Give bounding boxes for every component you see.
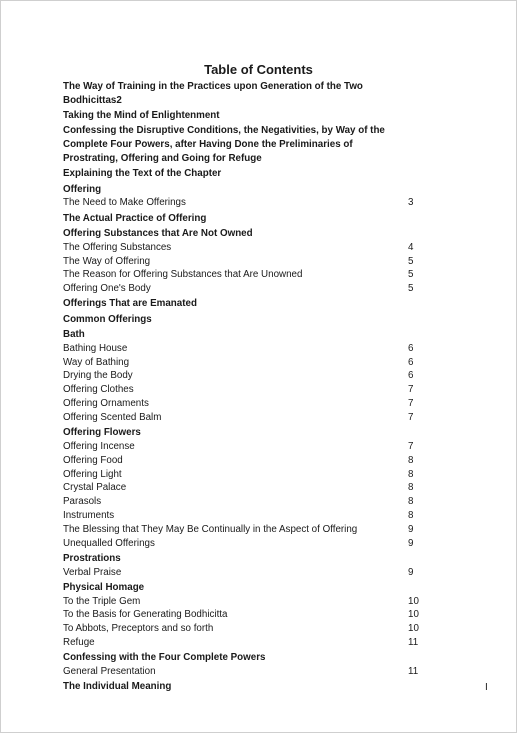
toc-entry-text: Verbal Praise <box>63 566 122 578</box>
toc-heading[interactable] <box>63 328 463 342</box>
toc-heading[interactable] <box>63 167 463 181</box>
toc-entry[interactable] <box>63 523 463 537</box>
toc-heading[interactable] <box>63 297 463 311</box>
toc-entry-text: Way of Bathing <box>63 356 130 368</box>
toc-entry-text: Unequalled Offerings <box>63 537 155 549</box>
toc-page-number: 6 <box>408 370 414 382</box>
toc-page-number: 9 <box>408 537 414 549</box>
toc-entry-text: Instruments <box>63 509 115 521</box>
toc-heading[interactable] <box>63 426 463 440</box>
toc-entry-text: General Presentation <box>63 666 156 678</box>
toc-page-number: 10 <box>408 623 419 635</box>
toc-entry[interactable] <box>63 537 463 551</box>
toc-entry-text: Bathing House <box>63 342 128 354</box>
toc-entry-text: The Way of Training in the Practices upon Generation of the Two Bodhicittas2 <box>63 81 363 106</box>
toc-entry[interactable] <box>63 268 463 282</box>
toc-page-number: 11 <box>408 637 419 649</box>
toc-entry-text: To the Basis for Generating Bodhicitta <box>63 609 228 621</box>
toc-entry[interactable] <box>63 369 463 383</box>
toc-heading[interactable] <box>63 227 463 241</box>
toc-entry[interactable] <box>63 622 463 636</box>
toc-entry-text: Offering One's Body <box>63 283 151 295</box>
toc-page-number: 6 <box>408 356 414 368</box>
toc-entry[interactable] <box>63 383 463 397</box>
toc-entry[interactable] <box>63 282 463 296</box>
toc-entry[interactable] <box>63 495 463 509</box>
toc-entry-text: Offering <box>63 183 102 195</box>
toc-entry-text: Offering Light <box>63 468 122 480</box>
toc-entry-text: Offering Flowers <box>63 427 141 439</box>
toc-entry-text: Taking the Mind of Enlightenment <box>63 110 220 122</box>
toc-entry-text: Offering Ornaments <box>63 398 149 410</box>
toc-entry-text: Common Offerings <box>63 313 152 325</box>
toc-heading[interactable] <box>63 212 463 226</box>
toc-entry-text: The Actual Practice of Offering <box>63 212 207 224</box>
toc-page-number: 8 <box>408 468 414 480</box>
toc-entry[interactable] <box>63 636 463 650</box>
toc-entry-text: The Way of Offering <box>63 255 151 267</box>
toc-entry[interactable] <box>63 342 463 356</box>
toc-page-number: 4 <box>408 241 414 253</box>
toc-entry[interactable] <box>63 566 463 580</box>
toc-entry[interactable] <box>63 241 463 255</box>
toc-page-number: 8 <box>408 496 414 508</box>
toc-entry-text: Refuge <box>63 637 95 649</box>
toc-page-number: 11 <box>408 666 419 678</box>
toc-entry-text: To Abbots, Preceptors and so forth <box>63 623 214 635</box>
toc-entry-text: Bath <box>63 329 85 341</box>
toc-entry-text: Confessing the Disruptive Conditions, the Negativities, by Way of the Complete Four Powers, after Having Done the Preliminaries of Prostrating, Offering and Going for Refuge <box>63 125 385 164</box>
toc-entry[interactable] <box>63 411 463 425</box>
toc-page-number: 10 <box>408 609 419 621</box>
toc-page-number: 5 <box>408 283 414 295</box>
toc-entry-text: Physical Homage <box>63 581 145 593</box>
toc-entry-text: Explaining the Text of the Chapter <box>63 168 222 180</box>
toc-title: Table of Contents <box>204 62 313 77</box>
toc-entry-text: Parasols <box>63 496 102 508</box>
toc-page-number: 8 <box>408 482 414 494</box>
toc-page-number: 7 <box>408 411 414 423</box>
toc-entry-text: To the Triple Gem <box>63 595 141 607</box>
toc-entry-text: Offerings That are Emanated <box>63 298 197 310</box>
toc-heading[interactable] <box>63 581 463 595</box>
toc-heading[interactable] <box>63 552 463 566</box>
toc-entry[interactable] <box>63 468 463 482</box>
toc-entry-text: Offering Food <box>63 454 123 466</box>
toc-entry-text: The Offering Substances <box>63 241 172 253</box>
toc-entry[interactable] <box>63 454 463 468</box>
toc-entry[interactable] <box>63 255 463 269</box>
toc-entry-text: The Blessing that They May Be Continually in the Aspect of Offering <box>63 523 358 535</box>
toc-heading[interactable] <box>63 80 463 108</box>
toc-page-number: 7 <box>408 440 414 452</box>
toc-entry[interactable] <box>63 509 463 523</box>
toc-page-number: 8 <box>408 509 414 521</box>
toc-list <box>63 80 463 694</box>
toc-entry-text: Offering Substances that Are Not Owned <box>63 227 253 239</box>
toc-heading[interactable] <box>63 183 463 197</box>
toc-heading[interactable] <box>63 651 463 665</box>
toc-entry[interactable] <box>63 608 463 622</box>
toc-page-number: 5 <box>408 255 414 267</box>
toc-page-number: 9 <box>408 566 414 578</box>
toc-entry-text: Drying the Body <box>63 370 133 382</box>
toc-entry[interactable] <box>63 440 463 454</box>
toc-page-number: 8 <box>408 454 414 466</box>
toc-entry[interactable] <box>63 481 463 495</box>
toc-page-number: 7 <box>408 384 414 396</box>
toc-entry[interactable] <box>63 595 463 609</box>
toc-entry[interactable] <box>63 665 463 679</box>
toc-page-number: 3 <box>408 197 414 209</box>
toc-entry-text: Prostrations <box>63 552 121 564</box>
toc-entry[interactable] <box>63 397 463 411</box>
toc-page-number: 10 <box>408 595 419 607</box>
toc-entry-text: Confessing with the Four Complete Powers <box>63 652 266 664</box>
toc-entry[interactable] <box>63 196 463 210</box>
page-number: I <box>485 682 488 693</box>
toc-page-number: 5 <box>408 269 414 281</box>
toc-entry[interactable] <box>63 356 463 370</box>
toc-heading[interactable] <box>63 109 463 123</box>
toc-entry-text: Offering Scented Balm <box>63 411 162 423</box>
toc-page-number: 9 <box>408 523 414 535</box>
toc-entry-text: The Reason for Offering Substances that Are Unowned <box>63 269 303 281</box>
toc-entry-text: Offering Incense <box>63 440 135 452</box>
toc-entry-text: The Need to Make Offerings <box>63 197 186 209</box>
toc-page-number: 7 <box>408 398 414 410</box>
toc-entry-text: The Individual Meaning <box>63 681 172 693</box>
toc-heading[interactable] <box>63 680 463 694</box>
toc-page-number: 6 <box>408 342 414 354</box>
toc-heading[interactable] <box>63 124 463 165</box>
toc-heading[interactable] <box>63 313 463 327</box>
toc-entry-text: Offering Clothes <box>63 384 134 396</box>
toc-entry-text: Crystal Palace <box>63 482 127 494</box>
